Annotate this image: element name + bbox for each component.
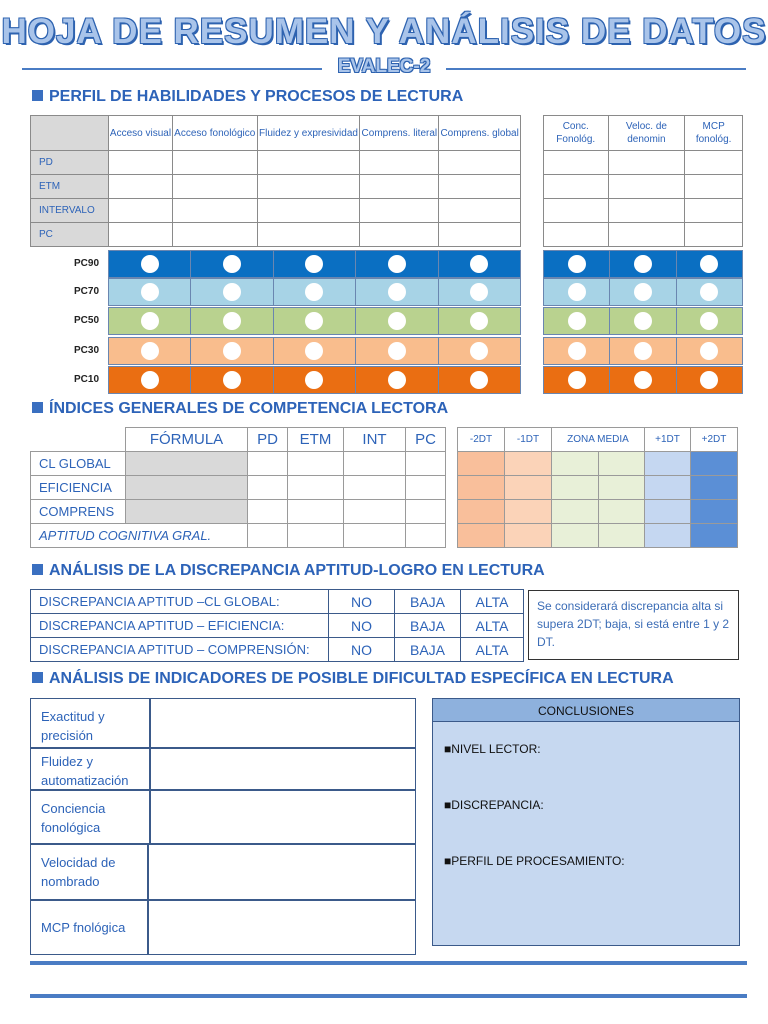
section-title-indices	[32, 400, 448, 418]
cell-input[interactable]	[172, 199, 257, 223]
header-minus2dt: -2DT	[458, 428, 505, 452]
square-bullet-icon	[32, 90, 43, 101]
band-cell[interactable]	[676, 251, 742, 278]
indicator-exactitud-label: Exactitud y precisión	[41, 709, 105, 743]
profile-table-right	[543, 115, 743, 247]
discrepancy-cl-global-label: DISCREPANCIA APTITUD –CL GLOBAL:	[31, 590, 329, 614]
circle-marker-icon[interactable]	[470, 312, 488, 330]
band-cell[interactable]	[109, 251, 191, 278]
circle-marker-icon[interactable]	[141, 371, 159, 389]
cell-input[interactable]	[248, 476, 288, 500]
scale-cell[interactable]	[505, 476, 552, 500]
circle-marker-icon[interactable]	[568, 283, 586, 301]
cell-input[interactable]	[608, 223, 685, 247]
row-label-pc: PC	[31, 223, 109, 247]
table-corner	[31, 116, 109, 151]
band-cell[interactable]	[109, 367, 191, 394]
cell-input[interactable]	[608, 151, 685, 175]
scale-cell[interactable]	[552, 476, 599, 500]
cell-input[interactable]	[288, 476, 344, 500]
cell-input[interactable]	[172, 151, 257, 175]
indicator-mcp-field[interactable]	[148, 900, 416, 955]
circle-marker-icon[interactable]	[634, 312, 652, 330]
circle-marker-icon[interactable]	[305, 312, 323, 330]
circle-marker-icon[interactable]	[223, 312, 241, 330]
section-title-discrepancy	[32, 562, 545, 580]
scale-cell[interactable]	[505, 452, 552, 476]
indicator-velocidad-label: Velocidad de nombrado	[41, 855, 116, 889]
circle-marker-icon[interactable]	[700, 342, 718, 360]
blank-corner	[31, 428, 126, 452]
cell-input[interactable]	[344, 452, 406, 476]
scale-cell[interactable]	[505, 500, 552, 524]
conclusion-label: PERFIL DE PROCESAMIENTO:	[451, 854, 625, 868]
circle-marker-icon[interactable]	[141, 283, 159, 301]
circle-marker-icon[interactable]	[388, 342, 406, 360]
cell-input[interactable]	[172, 223, 257, 247]
circle-marker-icon[interactable]	[141, 342, 159, 360]
indicator-conciencia-field[interactable]	[150, 790, 416, 844]
circle-marker-icon[interactable]	[700, 312, 718, 330]
band-cell[interactable]	[109, 338, 191, 365]
band-cell[interactable]	[676, 367, 742, 394]
band-cell[interactable]	[438, 308, 520, 335]
circle-marker-icon[interactable]	[305, 283, 323, 301]
cell-input[interactable]	[109, 151, 173, 175]
cell-input[interactable]	[172, 175, 257, 199]
band-row-right-pc30	[543, 337, 743, 365]
conclusion-nivel-lector: ■NIVEL LECTOR:	[444, 742, 541, 756]
cell-input[interactable]	[344, 524, 406, 548]
section-title-text: ANÁLISIS DE INDICADORES DE POSIBLE DIFICULTAD ESPECÍFICA EN LECTURA	[49, 670, 674, 687]
conclusions-header: CONCLUSIONES	[432, 698, 740, 722]
cell-input[interactable]	[406, 452, 446, 476]
discrepancy-eficiencia-label: DISCREPANCIA APTITUD – EFICIENCIA:	[31, 614, 329, 638]
scale-cell[interactable]	[598, 524, 645, 548]
cell-input[interactable]	[109, 223, 173, 247]
band-cell[interactable]	[544, 338, 610, 365]
option-alta[interactable]: ALTA	[461, 614, 524, 638]
band-row-left-pc10	[108, 366, 521, 394]
band-row-right-pc10	[543, 366, 743, 394]
row-label-etm: ETM	[31, 175, 109, 199]
section-title-text: PERFIL DE HABILIDADES Y PROCESOS DE LECTURA	[49, 88, 464, 105]
band-cell[interactable]	[273, 338, 355, 365]
cell-input[interactable]	[406, 500, 446, 524]
cell-input[interactable]	[248, 524, 288, 548]
section-title-profile	[32, 88, 463, 106]
cell-input[interactable]	[439, 223, 521, 247]
square-bullet-icon	[32, 402, 43, 413]
cell-input[interactable]	[344, 500, 406, 524]
section-title-indicators	[32, 670, 674, 688]
band-cell[interactable]	[191, 367, 273, 394]
header-comprens-literal: Comprens. literal	[360, 116, 439, 151]
circle-marker-icon[interactable]	[634, 371, 652, 389]
band-cell[interactable]	[356, 251, 438, 278]
cell-input[interactable]	[288, 524, 344, 548]
scale-cell[interactable]	[505, 524, 552, 548]
scale-cell[interactable]	[458, 476, 505, 500]
band-label-pc10: PC10	[74, 374, 100, 385]
header-acceso-fonologico: Acceso fonológico	[172, 116, 257, 151]
discrepancy-table	[30, 589, 524, 662]
band-cell[interactable]	[676, 338, 742, 365]
band-label-pc50: PC50	[74, 315, 100, 326]
scale-cell[interactable]	[552, 500, 599, 524]
scale-cell[interactable]	[691, 476, 738, 500]
row-label-pd: PD	[31, 151, 109, 175]
circle-marker-icon[interactable]	[700, 371, 718, 389]
header-plus1dt: +1DT	[645, 428, 691, 452]
scale-cell[interactable]	[645, 500, 691, 524]
band-cell[interactable]	[109, 279, 191, 306]
band-cell[interactable]	[438, 338, 520, 365]
header-fluidez: Fluidez y expresividad	[257, 116, 360, 151]
scale-cell[interactable]	[645, 476, 691, 500]
profile-table-left	[30, 115, 521, 247]
band-cell[interactable]	[544, 279, 610, 306]
band-label-pc30: PC30	[74, 345, 100, 356]
cell-input[interactable]	[257, 151, 360, 175]
cell-input[interactable]	[439, 175, 521, 199]
conclusion-perfil: ■PERFIL DE PROCESAMIENTO:	[444, 854, 625, 868]
conclusion-label: DISCREPANCIA:	[451, 798, 544, 812]
scale-cell[interactable]	[645, 524, 691, 548]
indicator-velocidad-field[interactable]	[148, 844, 416, 900]
indicator-fluidez-label: Fluidez y automatización	[41, 754, 129, 788]
scale-cell[interactable]	[645, 452, 691, 476]
circle-marker-icon[interactable]	[568, 312, 586, 330]
bottom-rule-1	[30, 961, 747, 965]
cell-input[interactable]	[544, 175, 609, 199]
band-cell[interactable]	[544, 251, 610, 278]
cell-input[interactable]	[360, 151, 439, 175]
option-alta[interactable]: ALTA	[461, 638, 524, 662]
circle-marker-icon[interactable]	[223, 371, 241, 389]
indicator-mcp-label: MCP fnológica	[41, 920, 126, 935]
band-cell[interactable]	[438, 279, 520, 306]
band-row-right-pc90	[543, 250, 743, 278]
band-row-right-pc50	[543, 307, 743, 335]
band-cell[interactable]	[191, 251, 273, 278]
cell-input[interactable]	[360, 199, 439, 223]
cell-input[interactable]	[288, 500, 344, 524]
cell-input[interactable]	[406, 476, 446, 500]
indicator-label-box	[30, 844, 148, 900]
band-cell[interactable]	[610, 338, 676, 365]
circle-marker-icon[interactable]	[223, 255, 241, 273]
band-row-right-pc70	[543, 278, 743, 306]
circle-marker-icon[interactable]	[470, 255, 488, 273]
circle-marker-icon[interactable]	[568, 255, 586, 273]
cell-input[interactable]	[109, 175, 173, 199]
band-cell[interactable]	[356, 338, 438, 365]
header-plus2dt: +2DT	[691, 428, 738, 452]
band-cell[interactable]	[676, 308, 742, 335]
indicator-conciencia-label: Conciencia fonológica	[41, 801, 106, 835]
formula-cell[interactable]	[126, 476, 248, 500]
section-title-text: ÍNDICES GENERALES DE COMPETENCIA LECTORA	[49, 400, 449, 417]
scale-cell[interactable]	[458, 452, 505, 476]
cell-input[interactable]	[608, 175, 685, 199]
option-baja[interactable]: BAJA	[395, 614, 461, 638]
page-subtitle: EVALEC-2	[337, 56, 431, 77]
deviation-scale-table	[457, 427, 738, 548]
circle-marker-icon[interactable]	[634, 283, 652, 301]
band-cell[interactable]	[610, 367, 676, 394]
scale-cell[interactable]	[552, 452, 599, 476]
band-cell[interactable]	[438, 367, 520, 394]
band-cell[interactable]	[544, 308, 610, 335]
page-title: HOJA DE RESUMEN Y ANÁLISIS DE DATOS	[1, 12, 767, 51]
circle-marker-icon[interactable]	[470, 371, 488, 389]
indices-table	[30, 427, 446, 548]
band-row-left-pc70	[108, 278, 521, 306]
cell-input[interactable]	[685, 199, 743, 223]
band-cell[interactable]	[356, 279, 438, 306]
indicator-label-box	[30, 790, 150, 844]
scale-cell[interactable]	[598, 452, 645, 476]
cell-input[interactable]	[685, 175, 743, 199]
scale-cell[interactable]	[598, 500, 645, 524]
scale-cell[interactable]	[691, 500, 738, 524]
row-cl-global: CL GLOBAL	[31, 452, 126, 476]
circle-marker-icon[interactable]	[141, 255, 159, 273]
circle-marker-icon[interactable]	[470, 342, 488, 360]
band-cell[interactable]	[438, 251, 520, 278]
circle-marker-icon[interactable]	[470, 283, 488, 301]
band-cell[interactable]	[610, 279, 676, 306]
circle-marker-icon[interactable]	[305, 342, 323, 360]
option-no[interactable]: NO	[329, 590, 395, 614]
cell-input[interactable]	[360, 223, 439, 247]
circle-marker-icon[interactable]	[700, 255, 718, 273]
band-row-left-pc30	[108, 337, 521, 365]
indicator-fluidez-field[interactable]	[150, 748, 416, 790]
conclusion-label: NIVEL LECTOR:	[451, 742, 541, 756]
band-cell[interactable]	[610, 308, 676, 335]
indicator-exactitud-field[interactable]	[150, 698, 416, 748]
scale-cell[interactable]	[552, 524, 599, 548]
discrepancy-note: Se considerará discrepancia alta si supera 2DT; baja, si está entre 1 y 2 DT.	[528, 590, 739, 660]
row-aptitud-cognitiva: APTITUD COGNITIVA GRAL.	[31, 524, 248, 548]
circle-marker-icon[interactable]	[634, 342, 652, 360]
band-row-left-pc90	[108, 250, 521, 278]
cell-input[interactable]	[257, 199, 360, 223]
scale-cell[interactable]	[458, 524, 505, 548]
formula-cell[interactable]	[126, 500, 248, 524]
row-label-intervalo: INTERVALO	[31, 199, 109, 223]
option-baja[interactable]: BAJA	[395, 590, 461, 614]
cell-input[interactable]	[544, 151, 609, 175]
cell-input[interactable]	[439, 151, 521, 175]
cell-input[interactable]	[248, 500, 288, 524]
header-comprens-global: Comprens. global	[439, 116, 521, 151]
band-cell[interactable]	[273, 279, 355, 306]
cell-input[interactable]	[608, 199, 685, 223]
row-eficiencia: EFICIENCIA	[31, 476, 126, 500]
bottom-rule-2	[30, 994, 747, 998]
scale-cell[interactable]	[598, 476, 645, 500]
row-comprens: COMPRENS	[31, 500, 126, 524]
band-cell[interactable]	[356, 308, 438, 335]
band-cell[interactable]	[273, 308, 355, 335]
cell-input[interactable]	[685, 151, 743, 175]
cell-input[interactable]	[544, 223, 609, 247]
indicator-label-box	[30, 748, 150, 790]
header-formula: FÓRMULA	[126, 428, 248, 452]
discrepancy-comprension-label: DISCREPANCIA APTITUD – COMPRENSIÓN:	[31, 638, 329, 662]
band-row-left-pc50	[108, 307, 521, 335]
cell-input[interactable]	[685, 223, 743, 247]
option-alta[interactable]: ALTA	[461, 590, 524, 614]
square-bullet-icon	[32, 672, 43, 683]
header-pd: PD	[248, 428, 288, 452]
indicator-label-box	[30, 900, 148, 955]
indicator-label-box	[30, 698, 150, 748]
cell-input[interactable]	[360, 175, 439, 199]
band-label-pc70: PC70	[74, 286, 100, 297]
band-cell[interactable]	[191, 338, 273, 365]
band-cell[interactable]	[273, 367, 355, 394]
header-acceso-visual: Acceso visual	[109, 116, 173, 151]
band-label-pc90: PC90	[74, 258, 100, 269]
circle-marker-icon[interactable]	[388, 255, 406, 273]
circle-marker-icon[interactable]	[568, 342, 586, 360]
circle-marker-icon[interactable]	[305, 371, 323, 389]
scale-cell[interactable]	[691, 524, 738, 548]
conclusion-discrepancia: ■DISCREPANCIA:	[444, 798, 544, 812]
circle-marker-icon[interactable]	[388, 283, 406, 301]
cell-input[interactable]	[344, 476, 406, 500]
header-minus1dt: -1DT	[505, 428, 552, 452]
header-conc-fonolog: Conc. Fonológ.	[544, 116, 609, 151]
circle-marker-icon[interactable]	[388, 312, 406, 330]
band-cell[interactable]	[273, 251, 355, 278]
scale-cell[interactable]	[458, 500, 505, 524]
header-int: INT	[344, 428, 406, 452]
circle-marker-icon[interactable]	[141, 312, 159, 330]
header-zona-media: ZONA MEDIA	[552, 428, 645, 452]
circle-marker-icon[interactable]	[388, 371, 406, 389]
band-cell[interactable]	[191, 279, 273, 306]
header-mcp-fonolog: MCP fonológ.	[685, 116, 743, 151]
option-no[interactable]: NO	[329, 638, 395, 662]
option-baja[interactable]: BAJA	[395, 638, 461, 662]
cell-input[interactable]	[248, 452, 288, 476]
band-cell[interactable]	[676, 279, 742, 306]
cell-input[interactable]	[544, 199, 609, 223]
header-veloc-denomin: Veloc. de denomin	[608, 116, 685, 151]
cell-input[interactable]	[439, 199, 521, 223]
section-title-text: ANÁLISIS DE LA DISCREPANCIA APTITUD-LOGRO EN LECTURA	[49, 562, 545, 579]
scale-cell[interactable]	[691, 452, 738, 476]
band-cell[interactable]	[109, 308, 191, 335]
circle-marker-icon[interactable]	[568, 371, 586, 389]
circle-marker-icon[interactable]	[305, 255, 323, 273]
circle-marker-icon[interactable]	[223, 283, 241, 301]
band-cell[interactable]	[610, 251, 676, 278]
cell-input[interactable]	[288, 452, 344, 476]
header-etm: ETM	[288, 428, 344, 452]
cell-input[interactable]	[257, 175, 360, 199]
conclusions-panel[interactable]	[432, 698, 740, 946]
circle-marker-icon[interactable]	[700, 283, 718, 301]
cell-input[interactable]	[257, 223, 360, 247]
formula-cell[interactable]	[126, 452, 248, 476]
band-cell[interactable]	[191, 308, 273, 335]
square-bullet-icon	[32, 564, 43, 575]
header-pc: PC	[406, 428, 446, 452]
band-cell[interactable]	[544, 367, 610, 394]
circle-marker-icon[interactable]	[634, 255, 652, 273]
circle-marker-icon[interactable]	[223, 342, 241, 360]
option-no[interactable]: NO	[329, 614, 395, 638]
cell-input[interactable]	[109, 199, 173, 223]
cell-input[interactable]	[406, 524, 446, 548]
band-cell[interactable]	[356, 367, 438, 394]
